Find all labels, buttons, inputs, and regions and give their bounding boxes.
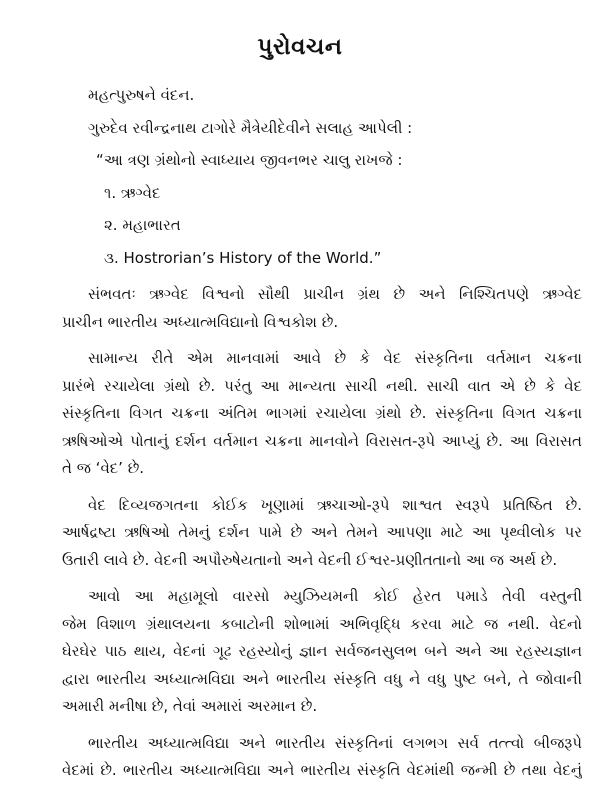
paragraph-line: અમારી મનીષા છે, તેવાં અમારાં અરમાન છે. [62,697,318,715]
paragraph-3 [62,492,582,575]
list-item: ૧. ઋગ્વેદ [104,183,161,202]
paragraph-line: આવો આ મહામૂલો વારસો મ્યુઝિયમની કોઈ હેરત પમાડે તેવી વસ્તુની [88,587,582,605]
paragraph-line: દ્વારા ભારતીય અધ્યાત્મવિદ્યા અને ભારતીય સંસ્કૃતિ વધુ ને વધુ પુષ્ટ બને, તે જોવાની [62,669,582,688]
paragraph-5 [62,730,582,785]
paragraph-line: પ્રાચીન ભારતીય અધ્યાત્મવિદ્યાનો વિશ્વકોશ છે. [62,312,339,331]
paragraph-2 [62,345,582,483]
paragraph-line: તે જ ‘વેદ’ છે. [62,459,145,477]
list-item: ૨. મહાભારત [104,216,181,234]
paragraph-4 [62,583,582,721]
paragraph-line: વેદ દિવ્યજગતના કોઈક ખૂણામાં ઋચાઓ-રૂપે શાશ્વત સ્વરૂપે પ્રતિષ્ઠિત છે. [88,495,582,514]
paragraph-line: સંસ્કૃતિના વિગત ચક્રના અંતિમ ભાગમાં રચાયેલા ગ્રંથો છે. સંસ્કૃતિના વિગત ચક્રના [62,404,582,422]
quote-line: “આ ત્રણ ગ્રંથોનો સ્વાધ્યાય જીવનભર ચાલુ રાખજે : [96,151,403,169]
paragraph-line: ઉતારી લાવે છે. વેદની અપૌરુષેયતાનો અને વેદની ઈશ્વર-પ્રણીતતાનો આ જ અર્થ છે. [62,550,558,569]
intro-line: ગુરુદેવ રવીન્દ્રનાથ ટાગોરે મૈત્રેયીદેવીને સલાહ આપેલી : [88,118,413,137]
list-item: ૩. Hostrorian’s History of the World.” [104,248,382,267]
paragraph-line: ઘેરઘેર પાઠ થાય, વેદનાં ગૂઢ રહસ્યોનું જ્ઞાન સર્વજનસુલભ બને અને આ રહસ્યજ્ઞાન [62,642,582,660]
paragraph-line: જેમ વિશાળ ગ્રંથાલયના કબાટોની શોભામાં અભિવૃદ્ધિ કરવા માટે જ નથી. વેદનો [62,614,582,633]
paragraph-line: સંભવતઃ ઋગ્વેદ વિશ્વનો સૌથી પ્રાચીન ગ્રંથ છે અને નિશ્ચિતપણે ઋગ્વેદ [88,285,582,303]
paragraph-line: ઋષિઓએ પોતાનું દર્શન વર્તમાન ચક્રના માનવોને વિરાસત-રૂપે આપ્યું છે. આ વિરાસત [62,431,582,450]
page-title: પુરોવચન [257,34,343,60]
document-body [62,82,582,785]
paragraph-line: સામાન્ય રીતે એમ માનવામાં આવે છે કે વેદ સંસ્કૃતિના વર્તમાન ચક્રના [88,349,582,367]
salutation: મહત્પુરુષને વંદન. [88,86,195,104]
paragraph-line: આર્ષદ્રષ્ટા ઋષિઓ તેમનું દર્શન પામે છે અને તેમને આપણા માટે આ પૃથ્વીલોક પર [62,523,582,541]
paragraph-line: ભારતીય અધ્યાત્મવિદ્યા અને ભારતીય સંસ્કૃતિનાં લગભગ સર્વ તત્ત્વો બીજરૂપે [88,733,582,752]
paragraph-1 [62,281,582,336]
paragraph-line: પ્રારંભે રચાયેલા ગ્રંથો છે. પરંતુ આ માન્યતા સાચી નથી. સાચી વાત એ છે કે વેદ [62,376,582,395]
paragraph-line: વેદમાં છે. ભારતીય અધ્યાત્મવિદ્યા અને ભારતીય સંસ્કૃતિ વેદમાંથી જન્મી છે તથા વેદનું [62,761,582,779]
